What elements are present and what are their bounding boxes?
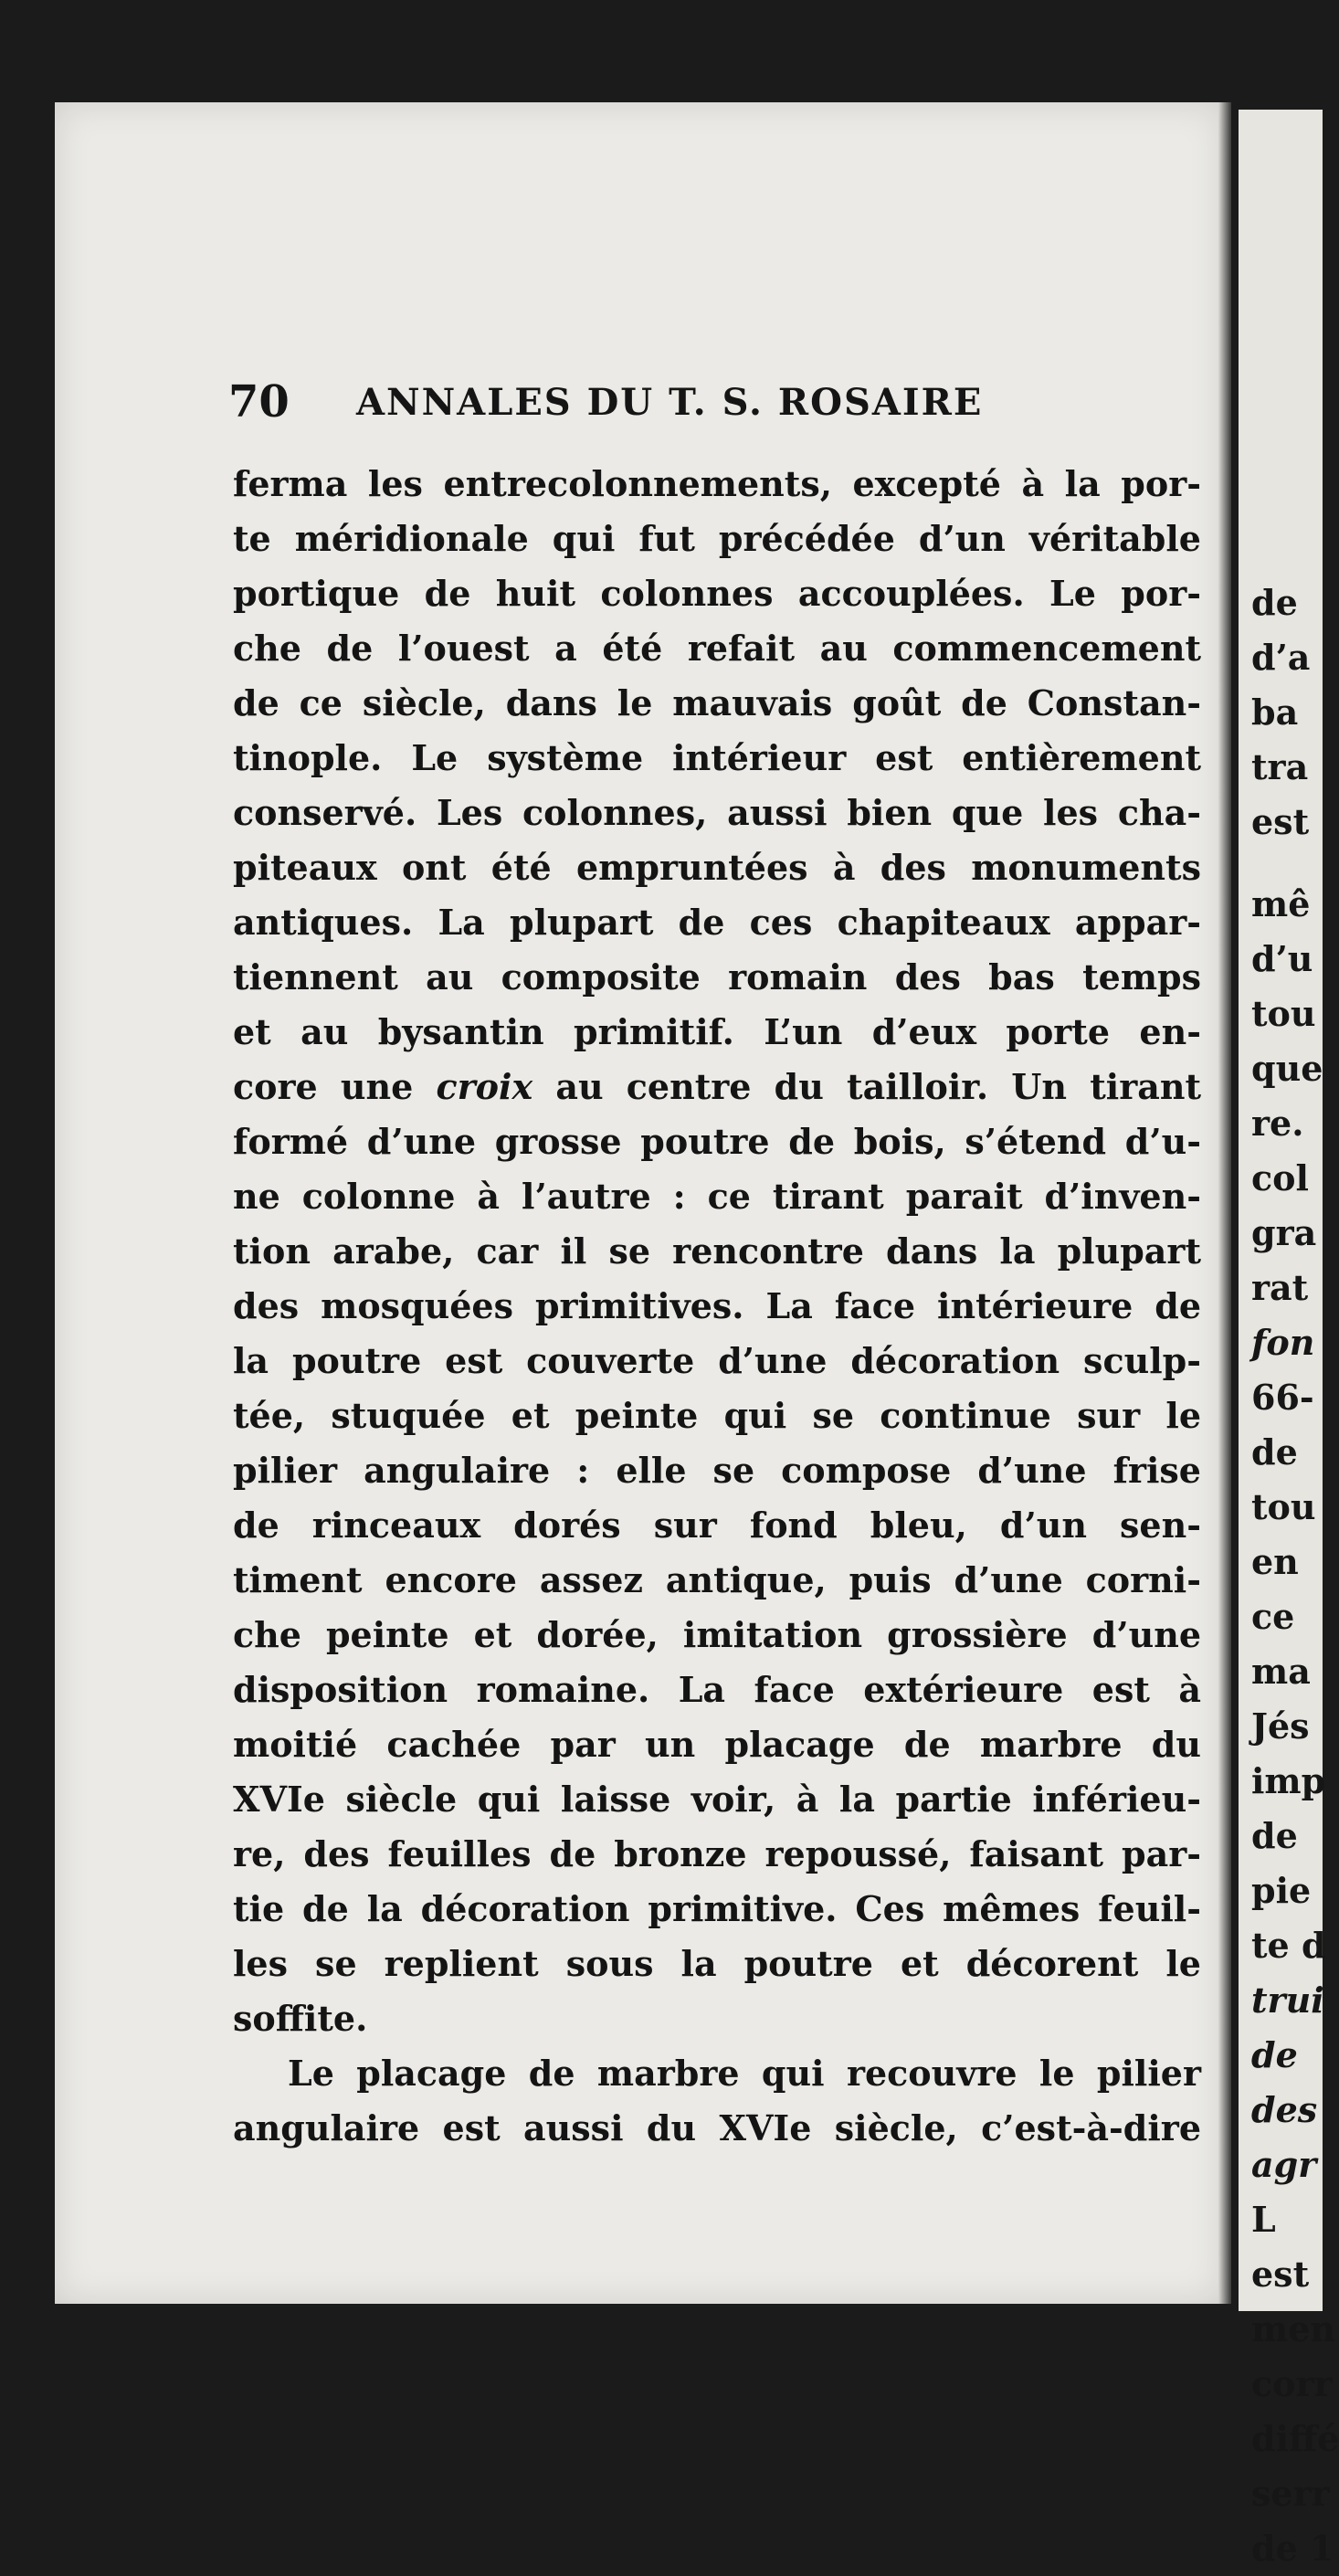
text-line: soffite.	[233, 1998, 368, 2039]
text-line: des mosquées primitives. La face intérieure de	[233, 1285, 1201, 1326]
fragment: corr	[1251, 2363, 1333, 2404]
fragment: agr	[1251, 2144, 1317, 2185]
fragment: 66-	[1251, 1377, 1314, 1418]
text-line: che de l’ouest a été refait au commencement	[233, 628, 1201, 669]
fragment: de	[1251, 2034, 1298, 2075]
adjacent-page-text	[1251, 575, 1339, 2576]
fragment: Jés	[1251, 1705, 1310, 1747]
text-line: les se replient sous la poutre et décorent le	[233, 1943, 1201, 1984]
fragment: tou	[1251, 993, 1316, 1034]
text-line: portique de huit colonnes accouplées. Le por-	[233, 573, 1201, 614]
fragment: d’a	[1251, 637, 1311, 678]
text-line: et au bysantin primitif. L’un d’eux porte en-	[233, 1011, 1201, 1052]
text-line: de ce siècle, dans le mauvais goût de Constan-	[233, 682, 1201, 723]
page-header	[228, 370, 986, 434]
fragment: que	[1251, 1048, 1323, 1089]
fragment: rat	[1251, 1267, 1309, 1308]
text-line: ferma les entrecolonnements, excepté à la por-	[233, 463, 1201, 504]
page-body	[233, 457, 1201, 2156]
text-line: la poutre est couverte d’une décoration sculp-	[233, 1340, 1201, 1381]
text-line: ne colonne à l’autre : ce tirant parait d’inven-	[233, 1176, 1201, 1217]
text-line: XVIe siècle qui laisse voir, à la partie inférieu-	[233, 1779, 1201, 1820]
text-line: de rinceaux dorés sur fond bleu, d’un sen-	[233, 1504, 1201, 1546]
text-line: pilier angulaire : elle se compose d’une frise	[233, 1450, 1201, 1491]
text-segment: au centre du tailloir. Un tirant	[555, 1066, 1202, 1107]
text-line: tion arabe, car il se rencontre dans la plupart	[233, 1230, 1201, 1272]
fragment: des	[1251, 2089, 1318, 2130]
text-segment: core une	[233, 1066, 414, 1107]
text-line: tie de la décoration primitive. Ces mêmes feuil-	[233, 1888, 1201, 1929]
text-line: angulaire est aussi du XVIe siècle, c’est-à-dire	[233, 2107, 1201, 2148]
fragment: est	[1251, 2254, 1310, 2295]
fragment: diffé	[1251, 2418, 1339, 2459]
adjacent-page-edge	[1239, 110, 1339, 2569]
fragment: men	[1251, 2308, 1336, 2349]
fragment: tra	[1251, 746, 1309, 787]
text-line: moitié cachée par un placage de marbre du	[233, 1724, 1201, 1765]
text-line: te méridionale qui fut précédée d’un véritable	[233, 518, 1201, 559]
fragment-gap	[1251, 850, 1339, 877]
fragment: imp	[1251, 1760, 1326, 1801]
fragment: mê	[1251, 883, 1311, 924]
text-line: timent encore assez antique, puis d’une corni-	[233, 1559, 1201, 1600]
text-line: tiennent au composite romain des bas temps	[233, 956, 1201, 998]
fragment: de	[1251, 1815, 1298, 1856]
fragment: tou	[1251, 1486, 1316, 1527]
fragment: est	[1251, 801, 1310, 842]
text-line: antiques. La plupart de ces chapiteaux appar-	[233, 902, 1201, 943]
fragment: te d	[1251, 1925, 1326, 1966]
fragment: ce	[1251, 1596, 1295, 1637]
text-line-mixed	[233, 1060, 1201, 1114]
text-line: formé d’une grosse poutre de bois, s’étend d’u-	[233, 1121, 1201, 1162]
fragment: gra	[1251, 1212, 1317, 1253]
fragment: trui	[1251, 1980, 1324, 2021]
text-line: che peinte et dorée, imitation grossière d’une	[233, 1614, 1201, 1655]
fragment: d’u	[1251, 938, 1313, 979]
fragment: de	[1251, 1431, 1298, 1473]
text-line: tinople. Le système intérieur est entièrement	[233, 737, 1201, 778]
text-line: tée, stuquée et peinte qui se continue sur le	[233, 1395, 1201, 1436]
italic-word: croix	[436, 1066, 533, 1107]
running-title: ANNALES DU T. S. ROSAIRE	[356, 380, 984, 424]
fragment: ba	[1251, 692, 1299, 733]
fragment: pie	[1251, 1870, 1312, 1911]
fragment: L	[1251, 2199, 1276, 2240]
fragment: de	[1251, 582, 1298, 623]
fragment: serr	[1251, 2473, 1330, 2514]
fragment: en	[1251, 1541, 1299, 1582]
fragment: ma	[1251, 1651, 1311, 1692]
page-number: 70	[228, 376, 290, 428]
fragment: fon	[1251, 1322, 1315, 1363]
text-line: piteaux ont été empruntées à des monuments	[233, 847, 1201, 888]
text-line: Le placage de marbre qui recouvre le pilier	[288, 2053, 1201, 2094]
text-line: conservé. Les colonnes, aussi bien que les cha-	[233, 792, 1201, 833]
text-line: disposition romaine. La face extérieure est à	[233, 1669, 1201, 1710]
fragment: re.	[1251, 1103, 1304, 1144]
fragment: de 1	[1251, 2528, 1334, 2569]
fragment: col	[1251, 1157, 1309, 1198]
text-line: re, des feuilles de bronze repoussé, faisant par-	[233, 1833, 1201, 1874]
